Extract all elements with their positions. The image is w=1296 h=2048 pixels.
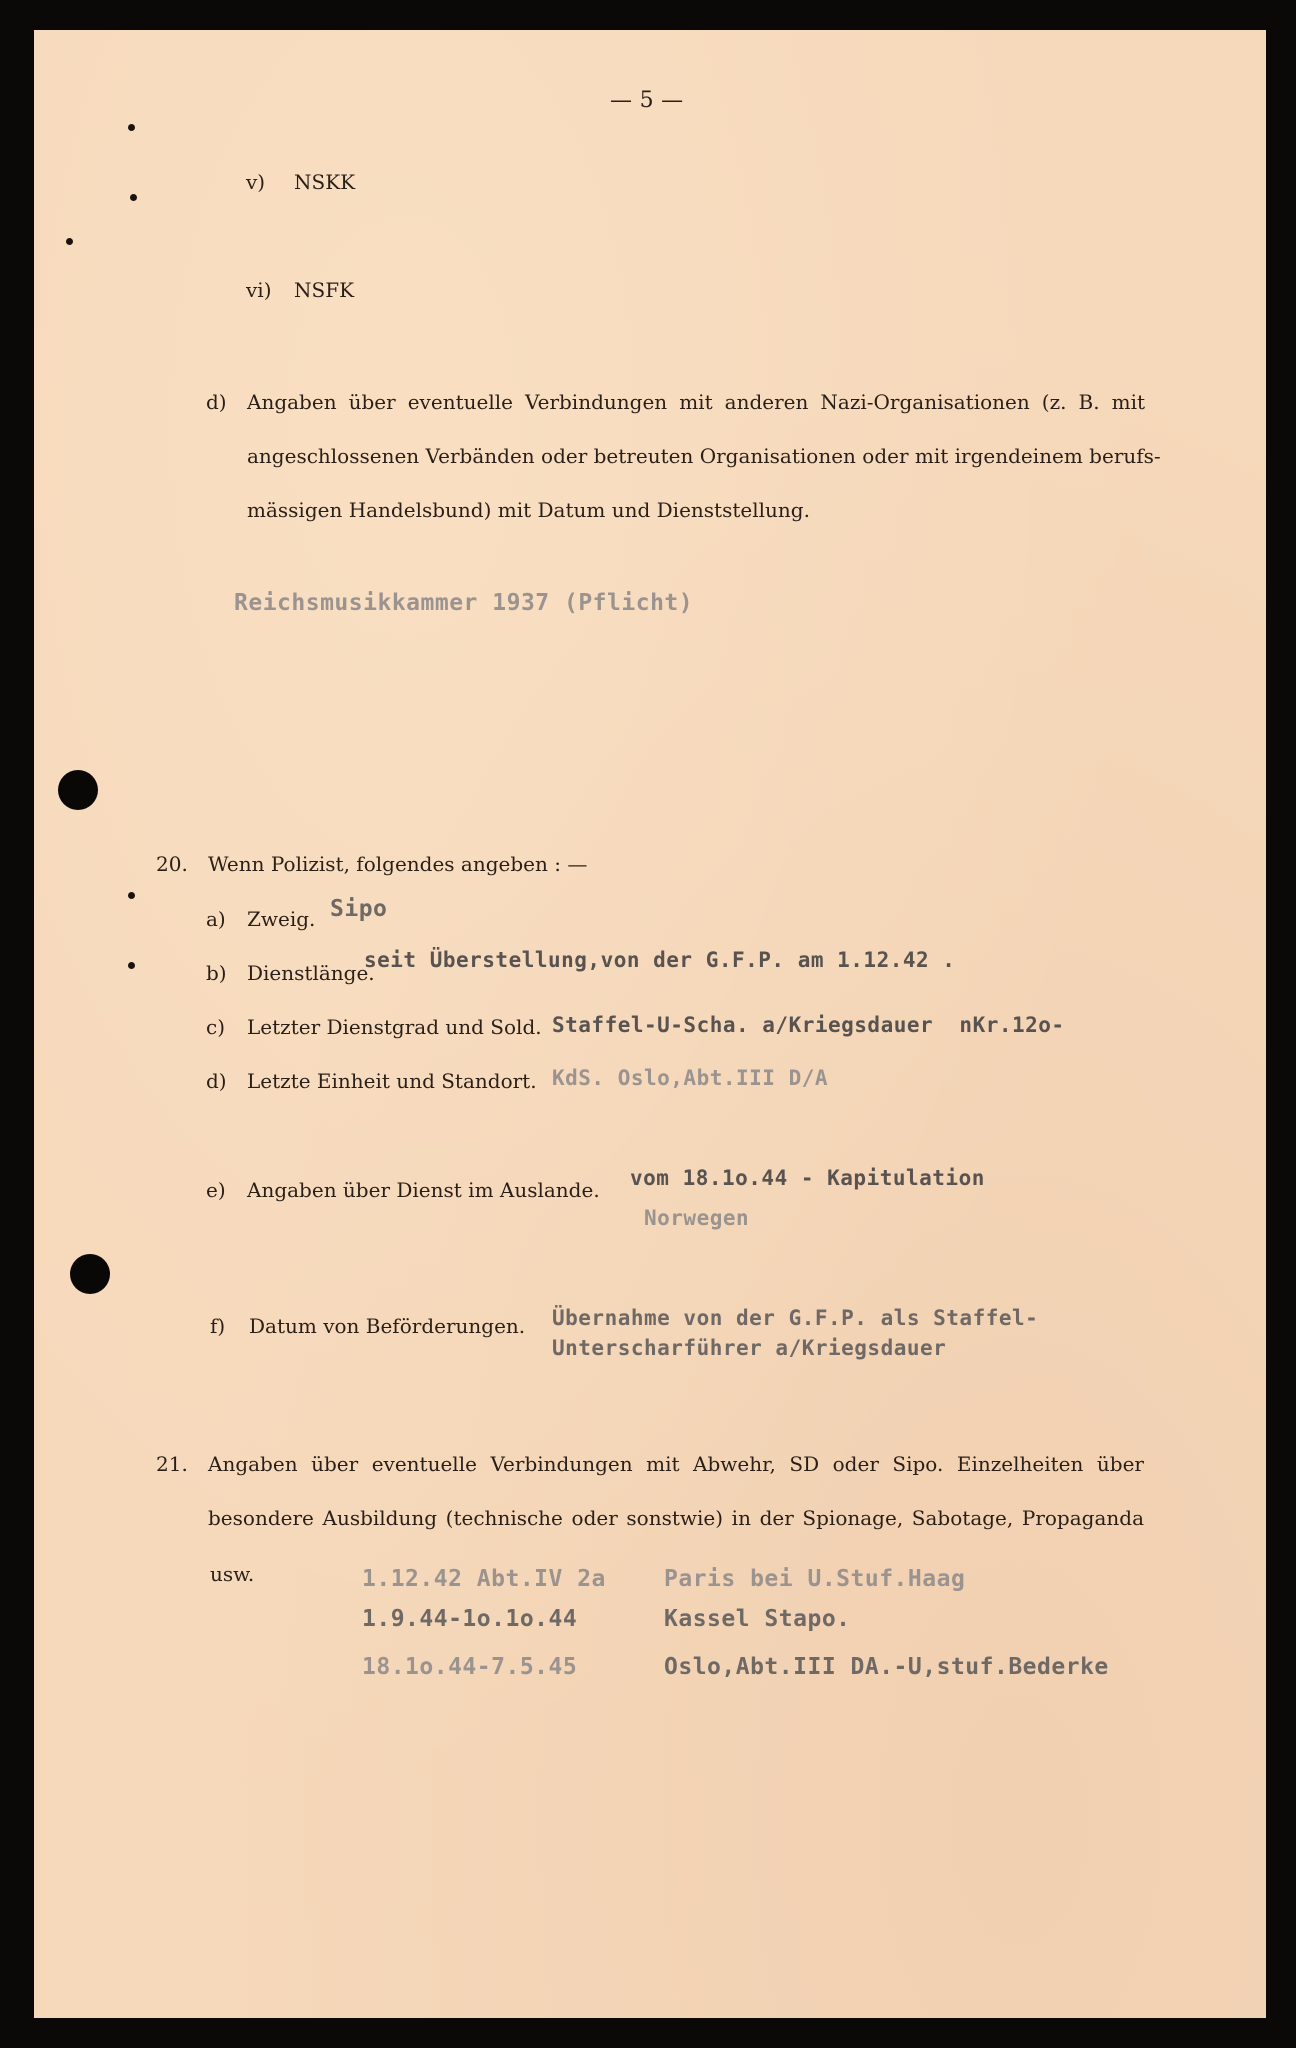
item-label: Dienstlänge. xyxy=(247,961,375,985)
typed-answer: Norwegen xyxy=(644,1206,750,1230)
question-text-line: Angaben über eventuelle Verbindungen mit anderen Nazi-Organisationen (z. B. mit xyxy=(247,390,1145,414)
typed-answer-date: 1.12.42 Abt.IV 2a xyxy=(362,1566,606,1592)
speck xyxy=(128,892,135,899)
item-marker: a) xyxy=(206,907,226,931)
question-title: Wenn Polizist, folgendes angeben : — xyxy=(208,852,588,876)
question-text-line: usw. xyxy=(210,1562,255,1586)
question-number: 21. xyxy=(156,1452,188,1476)
item-marker: vi) xyxy=(246,278,272,302)
item-marker: b) xyxy=(206,961,227,985)
typed-answer-place: Kassel Stapo. xyxy=(664,1606,851,1632)
typed-answer-date: 1.9.44-1o.1o.44 xyxy=(362,1606,578,1632)
question-text-line: Angaben über eventuelle Verbindungen mit Abwehr, SD oder Sipo. Einzelheiten über xyxy=(208,1452,1144,1476)
speck xyxy=(128,962,135,969)
question-number: 20. xyxy=(156,852,188,876)
item-marker: e) xyxy=(206,1178,226,1202)
speck xyxy=(66,238,73,245)
item-marker: f) xyxy=(210,1314,226,1338)
item-marker: d) xyxy=(206,1069,227,1093)
typed-answer: Staffel-U-Scha. a/Kriegsdauer nKr.12o- xyxy=(552,1013,1065,1037)
typed-answer: seit Überstellung,von der G.F.P. am 1.12.42 . xyxy=(364,948,956,972)
question-text-line: angeschlossenen Verbänden oder betreuten Organisationen oder mit irgendeinem berufs- xyxy=(247,444,1161,468)
item-label: Angaben über Dienst im Auslande. xyxy=(247,1178,600,1202)
page-number: — 5 — xyxy=(610,88,684,113)
item-label: NSFK xyxy=(294,278,355,302)
typed-answer: Reichsmusikkammer 1937 (Pflicht) xyxy=(234,590,694,616)
speck xyxy=(128,124,135,131)
typed-answer-place: Paris bei U.Stuf.Haag xyxy=(664,1566,966,1592)
question-text-line: besondere Ausbildung (technische oder sonstwie) in der Spionage, Sabotage, Propaganda xyxy=(208,1506,1144,1530)
typed-answer-place: Oslo,Abt.III DA.-U,stuf.Bederke xyxy=(664,1654,1109,1680)
item-marker: d) xyxy=(206,390,227,414)
punch-hole-upper xyxy=(58,770,98,810)
typed-answer-date: 18.1o.44-7.5.45 xyxy=(362,1654,578,1680)
typed-answer: KdS. Oslo,Abt.III D/A xyxy=(552,1066,829,1090)
item-label: NSKK xyxy=(294,170,356,194)
item-label: Datum von Beförderungen. xyxy=(249,1314,526,1338)
typed-answer: Unterscharführer a/Kriegsdauer xyxy=(552,1336,947,1360)
typed-answer: Übernahme von der G.F.P. als Staffel- xyxy=(552,1306,1039,1330)
item-marker: c) xyxy=(206,1015,226,1039)
item-label: Zweig. xyxy=(247,907,316,931)
speck xyxy=(130,194,137,201)
question-text-line: mässigen Handelsbund) mit Datum und Dienststellung. xyxy=(247,498,810,522)
typed-answer: vom 18.1o.44 - Kapitulation xyxy=(630,1166,985,1190)
item-label: Letzter Dienstgrad und Sold. xyxy=(247,1015,542,1039)
item-label: Letzte Einheit und Standort. xyxy=(247,1069,537,1093)
typed-answer: Sipo xyxy=(330,896,388,922)
punch-hole-lower xyxy=(70,1254,110,1294)
item-marker: v) xyxy=(246,170,266,194)
